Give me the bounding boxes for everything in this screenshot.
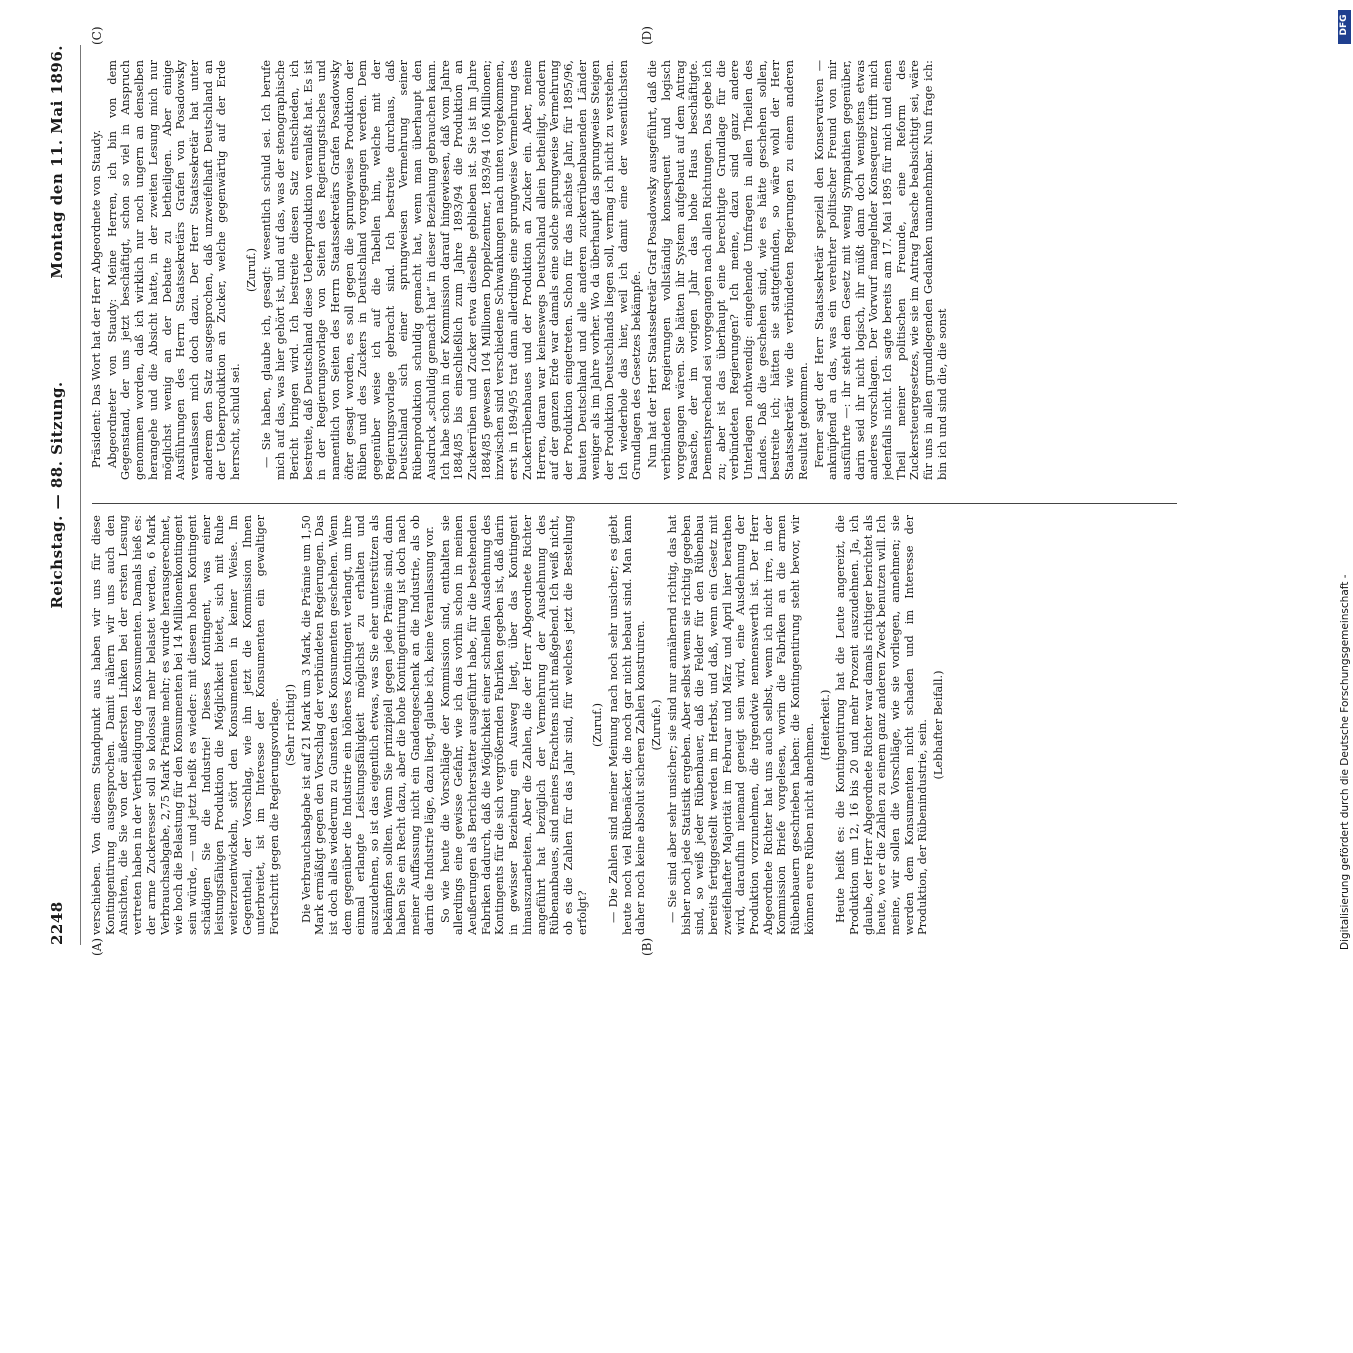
margin-marker-b: (B) <box>640 937 654 956</box>
paragraph: — Die Zahlen sind meiner Meinung nach noch sehr unsicher; es giebt heute noch viel Rübenäcker, die noch gar nicht bebaut sind. Man kann daher noch keine absolut sicheren Zahlen konstruiren. <box>607 515 648 935</box>
page-number: 2248 <box>48 901 66 945</box>
interjection: (Zuruf.) <box>591 703 605 747</box>
header-rule <box>80 45 81 945</box>
paragraph: verschieben. Von diesem Standpunkt aus haben wir uns für diese Kontingentirung ausgesprochen. Damit nähern wir uns auch den Ansichten, die Sie von der äußersten Linken bei der ersten Lesung vertreten haben in der Vertheidigung des Konsumenten. Damals hieß es: der arme Zuckeresser soll so kolossal mehr belastet werden, 6 Mark Verbrauchsabgabe, 2,75 Mark Prämie mehr; es wurde herausgerechnet, wie hoch die Belastung für den Konsumenten bei 14 Millionenkontingent sein würde, — und jetzt heißt es wieder: mit diesem hohen Kontingent schädigen Sie die Industrie! Dieses Kontingent, was einer leistungsfähigen Produktion die Möglichkeit bietet, sich mit Ruhe weiterzuentwickeln, stört den Konsumenten in keiner Weise. Im Gegentheil, der Vorschlag, wie ihn jetzt die Kommission Ihnen unterbreitet, ist im Interesse der Konsumenten ein gewaltiger Fortschritt gegen die Regierungsvorlage. <box>90 515 282 935</box>
paragraph: — Sie sind aber sehr unsicher; sie sind nur annähernd richtig, das hat bisher noch jede Statistik ergeben. Aber selbst wenn sie richtig gegeben sind, so weiß jeder Rübenbauer, daß die Felder für den Rübenbau bereits fertiggestellt werden im Herbst, und daß, wenn ein Gesetz mit zweifelhafter Majorität im Februar und März und April hier berathen wird, daraufhin niemand geneigt sein wird, eine Ausdehnung der Produktion vorzunehmen, die irgendwie nennenswerth ist. Der Herr Abgeordnete Richter hat uns auch selbst, wenn ich nicht irre, in der Kommission Briefe vorgelesen, worin die Fabriken an die armen Rübenbauern geschrieben haben: die Kontingentirung steht bevor, wir können eure Rüben nicht abnehmen. <box>665 515 816 935</box>
paragraph: Heute heißt es: die Kontingentirung hat die Leute angereizt, die Produktion um 12, 16 bis 20 und mehr Prozent auszudehnen. Ja, ich glaube, der Herr Abgeordnete Richter war damals richtiger berichtet als heute, wo er die Zahlen zu einem ganz anderen Zweck benutzen will. Ich meine, wir sollen die Vorschläge, wie sie vorliegen, annehmen; sie werden dem Konsumenten nicht schaden und im Interesse der Produktion, der Rübenindustrie, sein. <box>834 515 930 935</box>
margin-marker-a: (A) <box>90 937 104 956</box>
page-header <box>40 45 80 945</box>
interjection: (Heiterkeit.) <box>818 689 832 761</box>
interjection: (Zurufe.) <box>650 699 664 751</box>
paragraph: Nun hat der Herr Staatssekretär Graf Posadowsky ausgeführt, daß die verbündeten Regierungen vollständig konsequent und logisch vorgegangen wären. Sie hätten ihr System aufgebaut auf dem Antrag Paasche, der im vorigen Jahr das hohe Haus beschäftigte. Dementsprechend sei vorgegangen nach allen Richtungen. Das gebe ich zu; aber ist das überhaupt eine berechtigte Grundlage für die verbündeten Regierungen? Ich meine, dazu sind ganz andere Unterlagen nothwendig: eingehende Umfragen in allen Theilen des Landes. Daß die geschehen sind, wie es hätte geschehen sollen, bestreite ich; hätten sie stattgefunden, so wäre wohl der Herr Staatssekretär wie die verbündeten Regierungen zu einem anderen Resultat gekommen. <box>646 60 810 480</box>
interjection: (Sehr richtig!) <box>283 683 297 767</box>
margin-marker-d: (D) <box>640 26 654 45</box>
paragraph: Die Verbrauchsabgabe ist auf 21 Mark um 3 Mark, die Prämie um 1,50 Mark ermäßigt gegen den Vorschlag der verbündeten Regierungen. Das ist doch alles wiederum zu Gunsten des Konsumenten geschehen. Wenn dem gegenüber die Industrie ein höheres Kontingent verlangt, um ihre einmal erlangte Leistungsfähigkeit möglichst zu erhalten und auszudehnen, so ist das eigentlich etwas, was Sie eher unterstützen als bekämpfen sollten. Wenn Sie prinzipiell gegen jede Prämie sind, dann haben Sie ein Recht dazu, aber die hohe Kontingentirung ist doch nach meiner Auffassung nicht ein Gnadengeschenk an die Industrie, als ob darin die Industrie läge, dazu liegt, glaube ich, keine Veranlassung vor. <box>299 515 436 935</box>
dfg-logo: DFG <box>1338 10 1351 44</box>
interjection: (Lebhafter Beifall.) <box>932 670 946 780</box>
column-divider <box>92 503 1177 504</box>
interjection: (Zuruf.) <box>244 248 258 292</box>
credit-text: Digitalisierung gefördert durch die Deutsche Forschungsgemeinschaft - <box>1339 574 1351 950</box>
session-date: Montag den 11. Mai 1896. <box>48 45 66 279</box>
left-column <box>90 515 1180 935</box>
margin-marker-c: (C) <box>90 26 104 45</box>
paragraph: So wie heute die Vorschläge der Kommission sind, enthalten sie allerdings eine gewisse Gefahr, wie ich das vorhin schon in meinen Aeußerungen als Berichterstatter ausgeführt habe, für die bestehenden Fabriken dadurch, daß die Möglichkeit einer schnellen Ausdehnung des Kontingents für die sich vergrößernden Fabriken gegeben ist, daß darin in gewisser Beziehung ein Ausweg liegt, über das Kontingent hinauszuarbeiten. Aber die Zahlen, die der Herr Abgeordnete Richter angeführt hat bezüglich der Vermehrung der Ausdehnung des Rübenanbaues, sind meines Erachtens nicht maßgebend. Ich weiß nicht, ob es die Zahlen für das Jahr sind, für welches jetzt die Bestellung erfolgt? <box>438 515 589 935</box>
paragraph: Ferner sagt der Herr Staatssekretär speziell den Konservativen — anknüpfend an das, was ein verehrter politischer Freund von mir ausführte —: ihr steht dem Gesetz mit wenig Sympathien gegenüber, darin seid ihr nicht logisch, ihr müßt dann doch wenigstens etwas anderes vorschlagen. Der Vorwurf mangelnder Konsequenz trifft mich jedenfalls nicht. Ich sagte bereits am 17. Mai 1895 für mich und einen Theil meiner politischen Freunde, eine Reform des Zuckersteuergesetzes, wie sie im Antrag Paasche beabsichtigt sei, wäre für uns in allen grundlegenden Gedanken unannehmbar. Nun frage ich: bin ich und sind die, die sonst <box>812 60 949 480</box>
paragraph: Abgeordneter von Staudy: Meine Herren, ich bin von dem Gegenstand, der uns jetzt beschäftigt, schon so viel in Anspruch genommen worden, daß ich wirklich nur noch ungern an denselben herangehe und die Absicht hatte, in der zweiten Lesung mich nur möglichst wenig an der Debatte zu betheiligen. Aber einige Ausführungen des Herrn Staatssekretärs Grafen von Posadowsky veranlassen mich doch dazu. Der Herr Staatssekretär hat unter anderem den Satz ausgesprochen, daß unzweifelhaft Deutschland an der Ueberproduktion an Zucker, welche gegenwärtig auf der Erde herrscht, schuld sei. <box>105 60 243 480</box>
right-column <box>90 60 1180 480</box>
paragraph: — Sie haben, glaube ich, gesagt: wesentlich schuld sei. Ich berufe mich auf das, was hier gehört ist, und auf das, was der stenographische Bericht bringen wird. Ich bestreite diesen Satz entschieden, ich bestreite, daß Deutschland diese Ueberproduktion veranlaßt hat. Es ist in der Regierungsvorlage von Seiten des Regierungstisches und namentlich von Seiten des Herrn Staatssekretärs Grafen Posadowsky öfter gesagt worden, es soll gegen die sprungweise Produktion der Rüben und des Zuckers in Deutschland vorgegangen werden. Dem gegenüber weise ich auf die Tabellen hin, welche mit der Regierungsvorlage gebracht sind. Ich bestreite durchaus, daß Deutschland sich einer sprungweisen Vermehrung seiner Rübenproduktion schuldig gemacht hat, wenn man überhaupt den Ausdruck „schuldig gemacht hat“ in dieser Beziehung gebrauchen kann. Ich habe schon in der Kommission darauf hingewiesen, daß vom Jahre 1884/85 bis einschließlich zum Jahre 1893/94 die Produktion an Zuckerrüben und Zucker etwa dieselbe geblieben ist. Sie ist im Jahre 1884/85 gewesen 104 Millionen Doppelzentner, 1893/94 106 Millionen; inzwischen sind verschiedene Schwankungen nach unten vorgekommen, erst in 1894/95 trat dann allerdings eine sprungweise Vermehrung des Zuckerrübenbaues und der Produktion an Zucker ein. Aber, meine Herren, daran war keineswegs Deutschland allein betheiligt, sondern auf der ganzen Erde war damals eine solche sprungweise Vermehrung der Produktion eingetreten. Schon für das nächste Jahr, für 1895/96, bauten Deutschland und alle anderen zuckerrübenbauenden Länder weniger als im Jahre vorher. Wo da überhaupt das sprungweise Steigen der Produktion Deutschlands liegen soll, vermag ich nicht zu verstehen. Ich wiederhole das hier, weil ich damit eine der wesentlichsten Grundlagen des Gesetzes bekämpfe. <box>260 60 644 480</box>
digitization-credit <box>1338 10 1352 990</box>
paragraph: Präsident: Das Wort hat der Herr Abgeordnete von Staudy. <box>90 129 103 468</box>
session-title: Reichstag. — 88. Sitzung. <box>48 381 66 609</box>
